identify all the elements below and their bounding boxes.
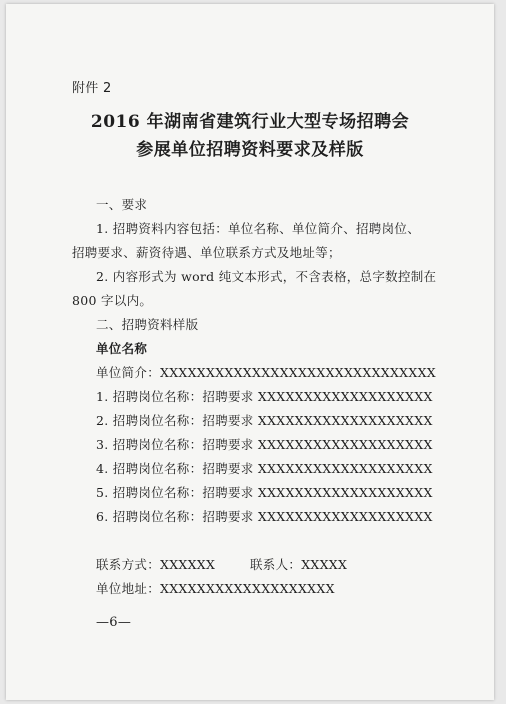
requirement-1-line2: 招聘要求、薪资待遇、单位联系方式及地址等；	[72, 245, 341, 260]
position-item-1: 1. 招聘岗位名称：招聘要求 XXXXXXXXXXXXXXXXXXX	[96, 389, 433, 404]
contact-method: 联系方式：XXXXXX	[96, 557, 216, 572]
company-name-label: 单位名称	[96, 341, 148, 356]
position-item-4: 4. 招聘岗位名称：招聘要求 XXXXXXXXXXXXXXXXXXX	[96, 461, 433, 476]
document-title-line1: 2016 年湖南省建筑行业大型专场招聘会	[90, 112, 410, 132]
attachment-label: 附件 2	[72, 81, 112, 96]
section-heading-requirements: 一、要求	[96, 197, 148, 212]
position-item-6: 6. 招聘岗位名称：招聘要求 XXXXXXXXXXXXXXXXXXX	[96, 509, 433, 524]
page-number: —6—	[96, 615, 132, 630]
company-address: 单位地址：XXXXXXXXXXXXXXXXXXX	[96, 581, 335, 596]
contact-person: 联系人：XXXXX	[250, 557, 348, 572]
position-item-3: 3. 招聘岗位名称：招聘要求 XXXXXXXXXXXXXXXXXXX	[96, 437, 433, 452]
position-item-2: 2. 招聘岗位名称：招聘要求 XXXXXXXXXXXXXXXXXXX	[96, 413, 433, 428]
position-item-5: 5. 招聘岗位名称：招聘要求 XXXXXXXXXXXXXXXXXXX	[96, 485, 433, 500]
document-title-line2: 参展单位招聘资料要求及样版	[136, 140, 364, 160]
document-page	[6, 4, 494, 700]
section-heading-sample: 二、招聘资料样版	[96, 317, 199, 332]
requirement-2-line1: 2. 内容形式为 word 纯文本形式，不含表格，总字数控制在	[96, 269, 437, 284]
company-intro: 单位简介：XXXXXXXXXXXXXXXXXXXXXXXXXXXXXX	[96, 365, 436, 380]
requirement-2-line2: 800 字以内。	[72, 293, 153, 308]
requirement-1-line1: 1. 招聘资料内容包括：单位名称、单位简介、招聘岗位、	[96, 221, 421, 236]
